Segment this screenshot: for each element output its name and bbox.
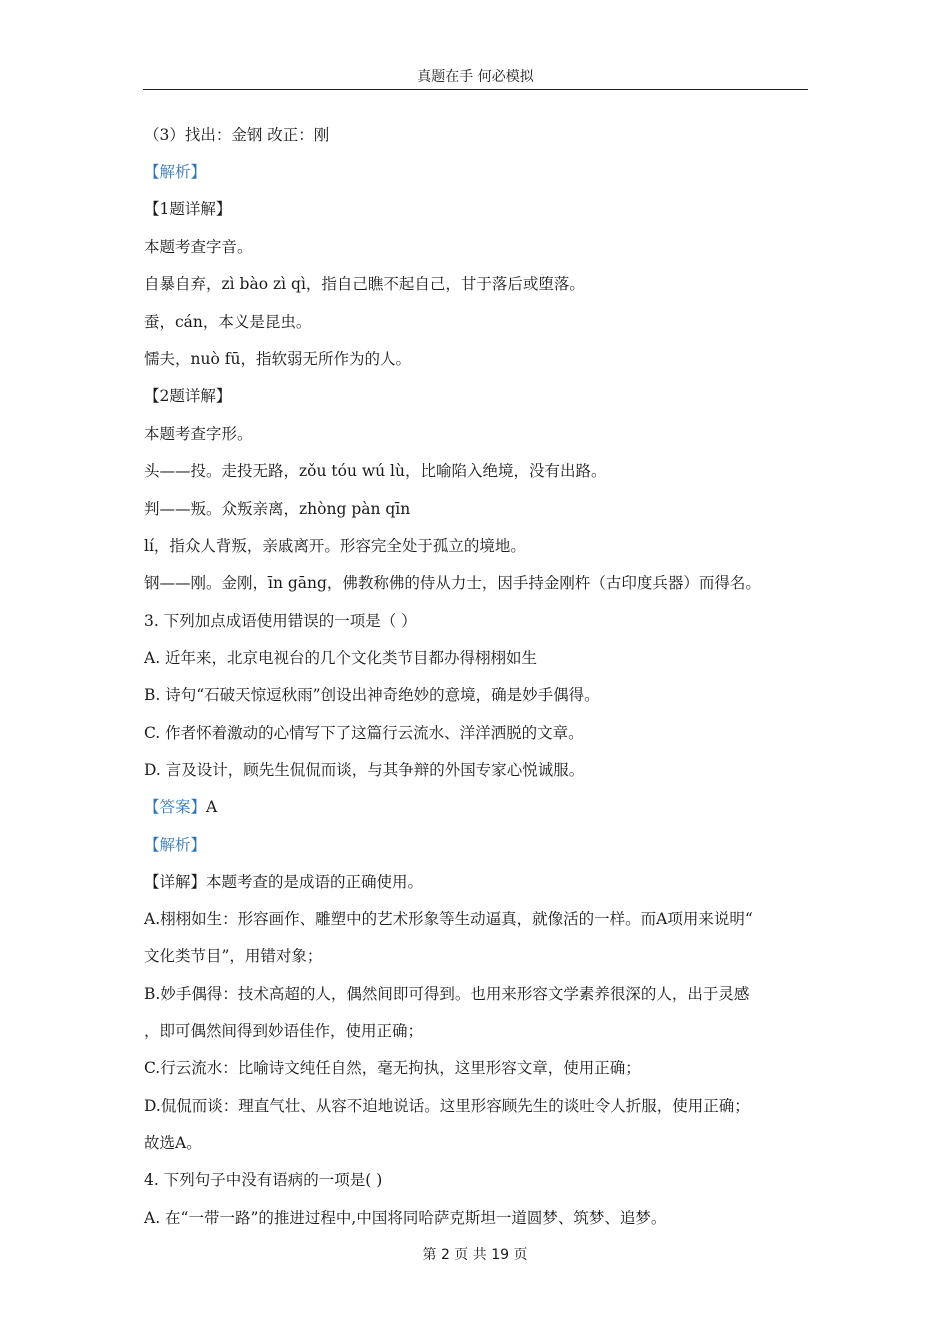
text-line: 本题考查字音。 [144, 238, 253, 256]
text-line: 判——叛。众叛亲离，zhòng pàn qīn [144, 500, 411, 518]
option-a: A. 在“一带一路”的推进过程中,中国将同哈萨克斯坦一道圆梦、筑梦、追梦。 [144, 1209, 667, 1227]
analysis-label: 【解析】 [144, 836, 207, 854]
text-line: ，即可偶然间得到妙语佳作，使用正确； [144, 1022, 424, 1040]
subheading-q2: 【2题详解】 [144, 387, 232, 405]
text-line: 【详解】本题考查的是成语的正确使用。 [144, 873, 424, 891]
answer-key-line [144, 797, 217, 817]
page-header: 真题在手 何必模拟 [417, 69, 534, 85]
question-3: 3. 下列加点成语使用错误的一项是（ ） [144, 612, 417, 630]
analysis-label: 【解析】 [144, 163, 207, 181]
option-c: C. 作者怀着激动的心情写下了这篇行云流水、洋洋洒脱的文章。 [144, 724, 584, 742]
text-line: 蚕，cán，本义是昆虫。 [144, 313, 312, 331]
option-d: D. 言及设计，顾先生侃侃而谈，与其争辩的外国专家心悦诚服。 [144, 761, 585, 779]
option-a: A. 近年来，北京电视台的几个文化类节目都办得栩栩如生 [144, 649, 538, 667]
text-line: 本题考查字形。 [144, 425, 253, 443]
text-line: 钢——刚。金刚，īn gāng，佛教称佛的侍从力士，因手持金刚杵（古印度兵器）而得名。 [144, 574, 761, 592]
text-line: C.行云流水：比喻诗文纯任自然，毫无拘执，这里形容文章，使用正确； [144, 1059, 641, 1077]
text-line: 懦夫，nuò fū，指软弱无所作为的人。 [144, 350, 411, 368]
answer-line: （3）找出：金钢 改正：刚 [144, 126, 330, 144]
text-line: D.侃侃而谈：理直气壮、从容不迫地说话。这里形容顾先生的谈吐令人折服，使用正确； [144, 1097, 750, 1115]
text-line: 文化类节目”，用错对象； [144, 947, 323, 965]
option-b: B. 诗句“石破天惊逗秋雨”创设出神奇绝妙的意境，确是妙手偶得。 [144, 686, 600, 704]
page-footer: 第 2 页 共 19 页 [422, 1247, 528, 1263]
subheading-q1: 【1题详解】 [144, 200, 232, 218]
text-line: 头——投。走投无路，zǒu tóu wú lù，比喻陷入绝境，没有出路。 [144, 462, 607, 480]
header-divider [143, 89, 808, 90]
text-line: lí，指众人背叛，亲戚离开。形容完全处于孤立的境地。 [144, 537, 526, 555]
answer-label: 【答案】 [144, 798, 207, 816]
answer-value: A [206, 798, 218, 816]
text-line: B.妙手偶得：技术高超的人，偶然间即可得到。也用来形容文学素养很深的人，出于灵感 [144, 985, 750, 1003]
question-4: 4. 下列句子中没有语病的一项是( ) [144, 1171, 383, 1189]
text-line: A.栩栩如生：形容画作、雕塑中的艺术形象等生动逼真，就像活的一样。而A项用来说明“ [144, 910, 753, 928]
text-line: 自暴自弃，zì bào zì qì，指自己瞧不起自己，甘于落后或堕落。 [144, 275, 585, 293]
text-line: 故选A。 [144, 1134, 202, 1152]
